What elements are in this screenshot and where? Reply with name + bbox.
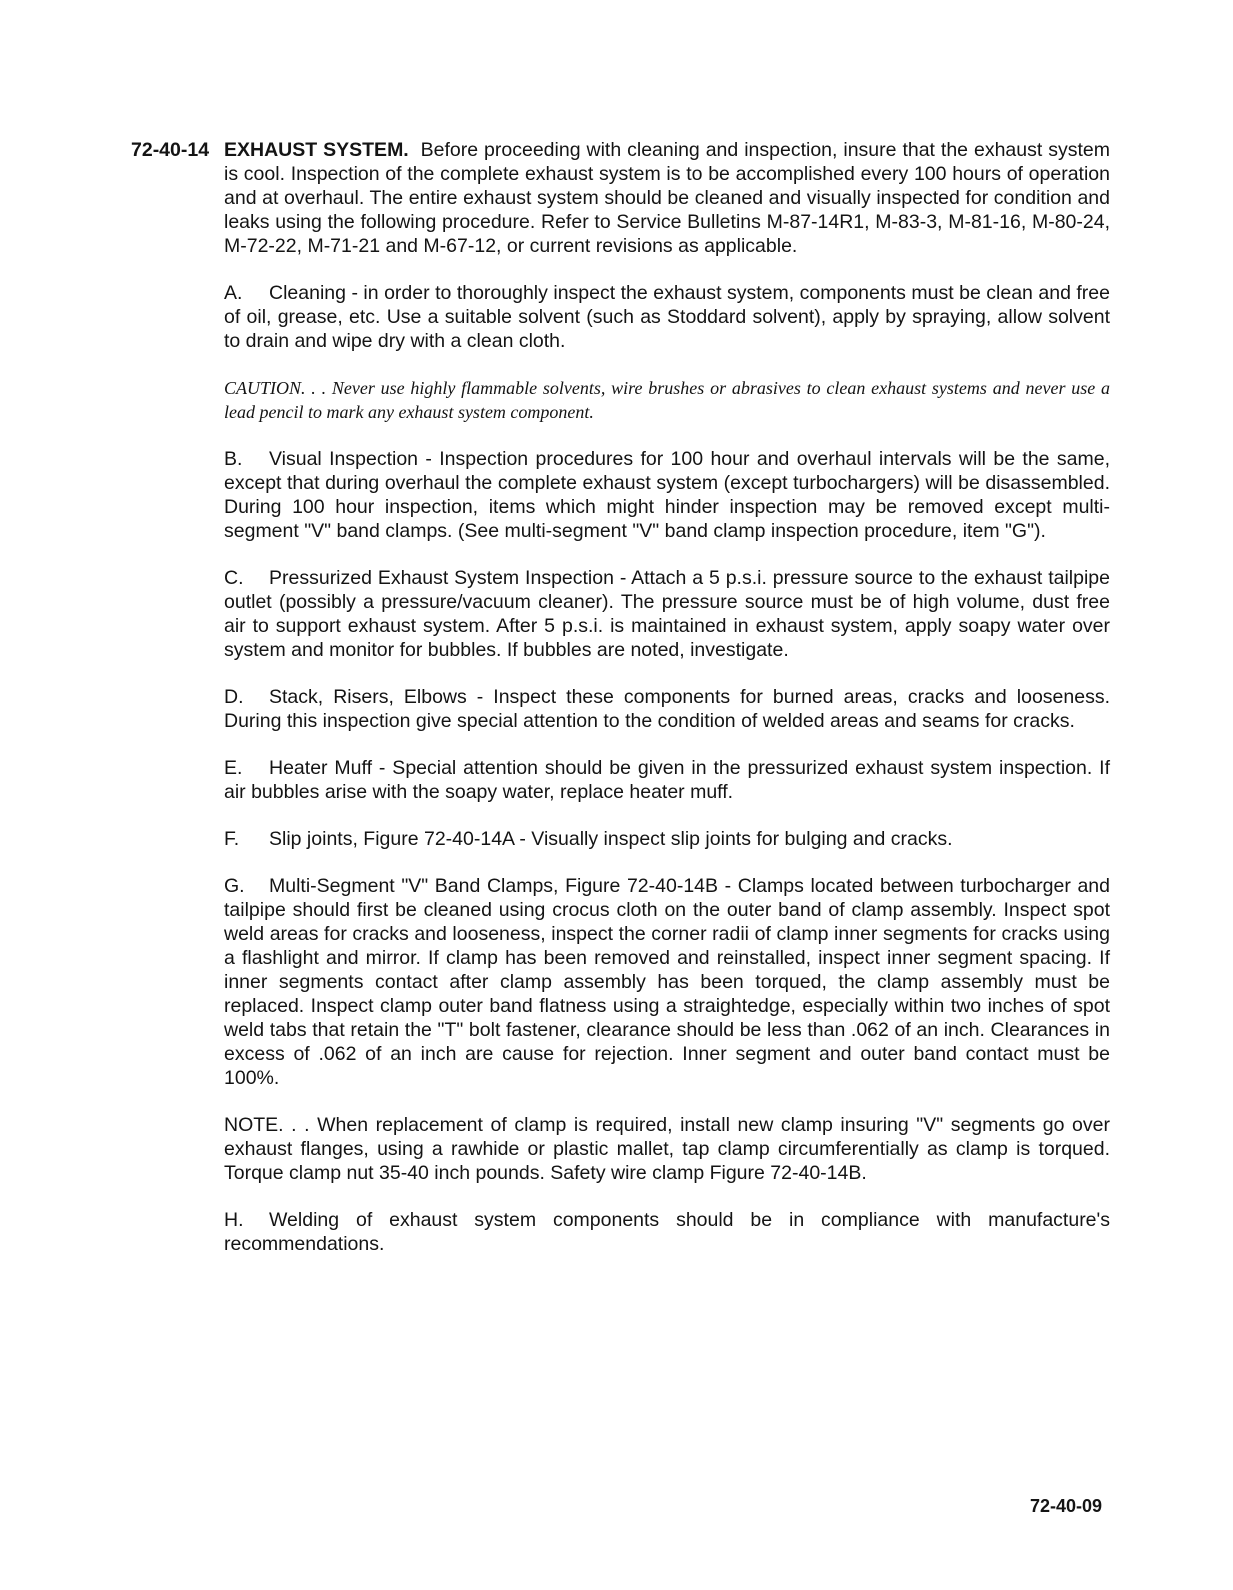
paragraph-d <box>224 685 1110 733</box>
paragraph-c <box>224 566 1110 662</box>
section-number: 72-40-14 <box>131 139 210 161</box>
note-paragraph: NOTE. . . When replacement of clamp is required, install new clamp insuring "V" segments go over exhaust flanges, using a rawhide or plastic mallet, tap clamp circumferentially as clamp is torqued. Torque clamp nut 35-40 inch pounds. Safety wire clamp Figure 72-40-14B. <box>224 1114 1110 1184</box>
paragraph-a <box>224 281 1110 353</box>
paragraph-text: Multi-Segment "V" Band Clamps, Figure 72-40-14B - Clamps located between turbocharger and tailpipe should first be cleaned using crocus cloth on the outer band of clamp assembly. Inspect spot weld areas for cracks and looseness, inspect the corner radii of clamp inner segments for cracks using a flashlight and mirror. If clamp has been removed and reinstalled, inspect inner segment spacing. If inner segments contact after clamp assembly has been torqued, the clamp assembly must be replaced. Inspect clamp outer band flatness using a straightedge, especially within two inches of spot weld tabs that retain the "T" bolt fastener, clearance should be less than .062 of an inch. Clearances in excess of .062 of an inch are cause for rejection. Inner segment and outer band contact must be 100%. <box>224 875 1110 1089</box>
paragraph-text: Visual Inspection - Inspection procedures for 100 hour and overhaul intervals will be the same, except that during overhaul the complete exhaust system (except turbochargers) will be disassembled. During 100 hour inspection, items which might hinder inspection may be removed except multi-segment "V" band clamps. (See multi-segment "V" band clamp inspection procedure, item "G"). <box>224 448 1110 542</box>
section-intro <box>224 138 1110 258</box>
paragraph-e <box>224 756 1110 804</box>
paragraph-text: Stack, Risers, Elbows - Inspect these components for burned areas, cracks and looseness. During this inspection give special attention to the condition of welded areas and seams for cracks. <box>224 686 1110 732</box>
section-heading: EXHAUST SYSTEM. <box>224 139 409 161</box>
paragraph-letter: C. <box>224 567 244 589</box>
paragraph-letter: F. <box>224 828 240 850</box>
paragraph-letter: H. <box>224 1209 244 1231</box>
paragraph-text: Pressurized Exhaust System Inspection - Attach a 5 p.s.i. pressure source to the exhaust tailpipe outlet (possibly a pressure/vacuum cleaner). The pressure source must be of high volume, dust free air to support exhaust system. After 5 p.s.i. is maintained in exhaust system, apply soapy water over system and monitor for bubbles. If bubbles are noted, investigate. <box>224 567 1110 661</box>
paragraph-letter: E. <box>224 757 243 779</box>
paragraph-letter: D. <box>224 686 244 708</box>
section-intro-text: Before proceeding with cleaning and inspection, insure that the exhaust system is cool. Inspection of the complete exhaust system is to be accomplished every 100 hours of operation and at overhaul. The entire exhaust system should be cleaned and visually inspected for condition and leaks using the following procedure. Refer to Service Bulletins M-87-14R1, M-83-3, M-81-16, M-80-24, M-72-22, M-71-21 and M-67-12, or current revisions as applicable. <box>224 139 1110 257</box>
paragraph-g <box>224 874 1110 1090</box>
section-body <box>224 138 1110 1279</box>
paragraph-letter: G. <box>224 875 245 897</box>
paragraph-text: Heater Muff - Special attention should be given in the pressurized exhaust system inspection. If air bubbles arise with the soapy water, replace heater muff. <box>224 757 1110 803</box>
paragraph-text: Slip joints, Figure 72-40-14A - Visually inspect slip joints for bulging and cracks. <box>269 828 953 850</box>
paragraph-b <box>224 447 1110 543</box>
paragraph-letter: A. <box>224 282 243 304</box>
paragraph-text: Cleaning - in order to thoroughly inspect the exhaust system, components must be clean and free of oil, grease, etc. Use a suitable solvent (such as Stoddard solvent), apply by spraying, allow solvent to drain and wipe dry with a clean cloth. <box>224 282 1110 352</box>
paragraph-text: Welding of exhaust system components should be in compliance with manufacture's recommendations. <box>224 1209 1110 1255</box>
paragraph-letter: B. <box>224 448 243 470</box>
caution-note: CAUTION. . . Never use highly flammable solvents, wire brushes or abrasives to clean exhaust systems and never use a lead pencil to mark any exhaust system component. <box>224 378 1110 422</box>
page-number: 72-40-09 <box>1030 1496 1103 1516</box>
paragraph-h <box>224 1208 1110 1256</box>
paragraph-f <box>224 827 1110 851</box>
